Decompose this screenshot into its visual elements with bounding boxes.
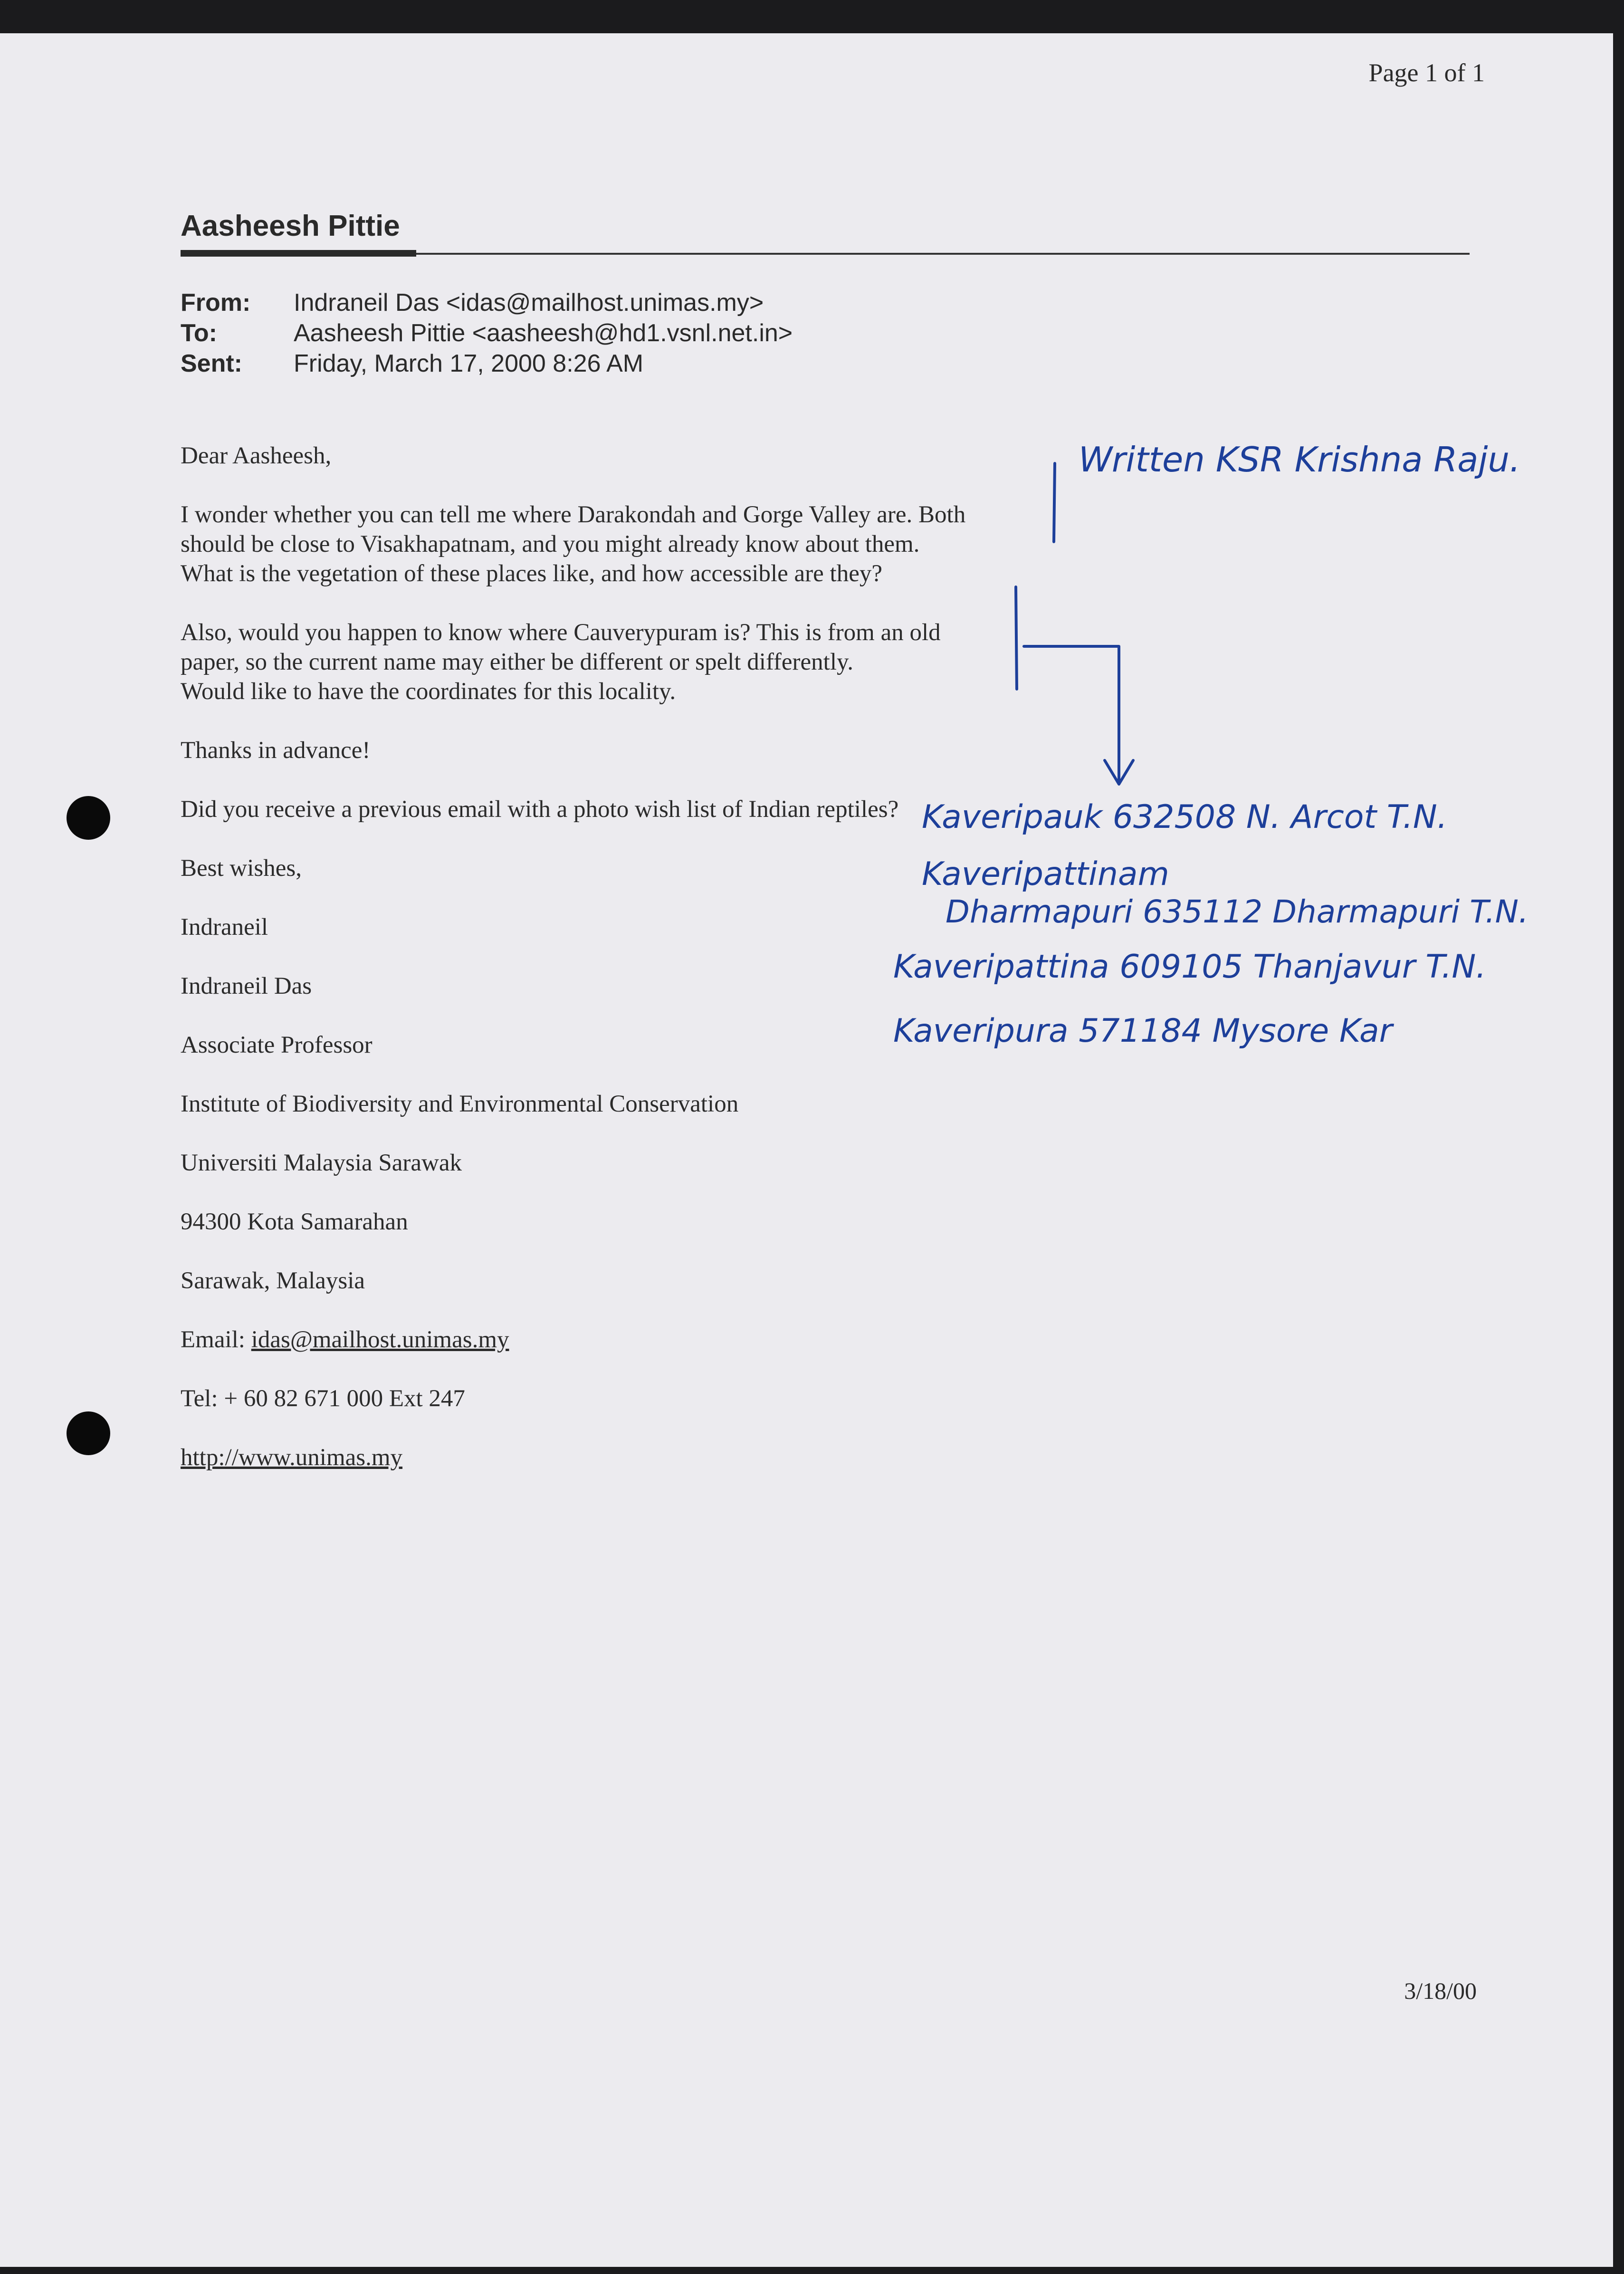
sent-value: Friday, March 17, 2000 8:26 AM <box>294 350 644 377</box>
paragraph-2: Also, would you happen to know where Cauverypuram is? This is from an old paper, so the current name may either be different or spelt differently. Would like to have the coordinates for this locality. <box>181 619 941 705</box>
handwritten-line-2: Kaveripattinam <box>922 855 1169 893</box>
to-value: Aasheesh Pittie <aasheesh@hd1.vsnl.net.in> <box>294 319 793 347</box>
date-stamp: 3/18/00 <box>1404 1977 1477 2004</box>
thanks-line: Thanks in advance! <box>181 737 371 764</box>
paragraph-3: Did you receive a previous email with a photo wish list of Indian reptiles? <box>181 796 899 823</box>
handwritten-line-4: Kaveripattina 609105 Thanjavur T.N. <box>893 948 1486 986</box>
email-label: Email: <box>181 1326 251 1353</box>
signature-first-name: Indraneil <box>181 914 268 940</box>
paragraph-1: I wonder whether you can tell me where Darakondah and Gorge Valley are. Both should be close to Visakhapatnam, and you might already know about them. What is the vegetation of these places like, and how accessible are they? <box>181 501 966 587</box>
from-value: Indraneil Das <idas@mailhost.unimas.my> <box>294 289 764 317</box>
sent-label: Sent: <box>181 350 242 377</box>
handwritten-line-1: Kaveripauk 632508 N. Arcot T.N. <box>922 798 1448 836</box>
ink-strokes <box>1016 463 1133 784</box>
signature-title: Associate Professor <box>181 1032 373 1058</box>
email-link[interactable]: idas@mailhost.unimas.my <box>251 1326 509 1353</box>
greeting: Dear Aasheesh, <box>181 442 332 469</box>
recipient-header: Aasheesh Pittie <box>181 210 400 242</box>
handwritten-note-written: Written KSR Krishna Raju. <box>1079 440 1520 480</box>
signature-tel: Tel: + 60 82 671 000 Ext 247 <box>181 1385 465 1412</box>
to-label: To: <box>181 319 217 347</box>
signature-city: 94300 Kota Samarahan <box>181 1209 408 1235</box>
website-link[interactable]: http://www.unimas.my <box>181 1444 403 1471</box>
signature-institute: Institute of Biodiversity and Environmental Conservation <box>181 1091 739 1117</box>
closing: Best wishes, <box>181 855 302 882</box>
page-number: Page 1 of 1 <box>1368 58 1485 87</box>
signature-full-name: Indraneil Das <box>181 973 312 999</box>
bracket-mark-2 <box>1016 587 1017 689</box>
handwritten-line-5: Kaveripura 571184 Mysore Kar <box>893 1012 1393 1050</box>
from-label: From: <box>181 289 251 317</box>
signature-country: Sarawak, Malaysia <box>181 1267 365 1294</box>
bracket-mark <box>1054 463 1055 542</box>
signature-university: Universiti Malaysia Sarawak <box>181 1150 462 1176</box>
handwritten-line-3: Dharmapuri 635112 Dharmapuri T.N. <box>946 893 1529 930</box>
